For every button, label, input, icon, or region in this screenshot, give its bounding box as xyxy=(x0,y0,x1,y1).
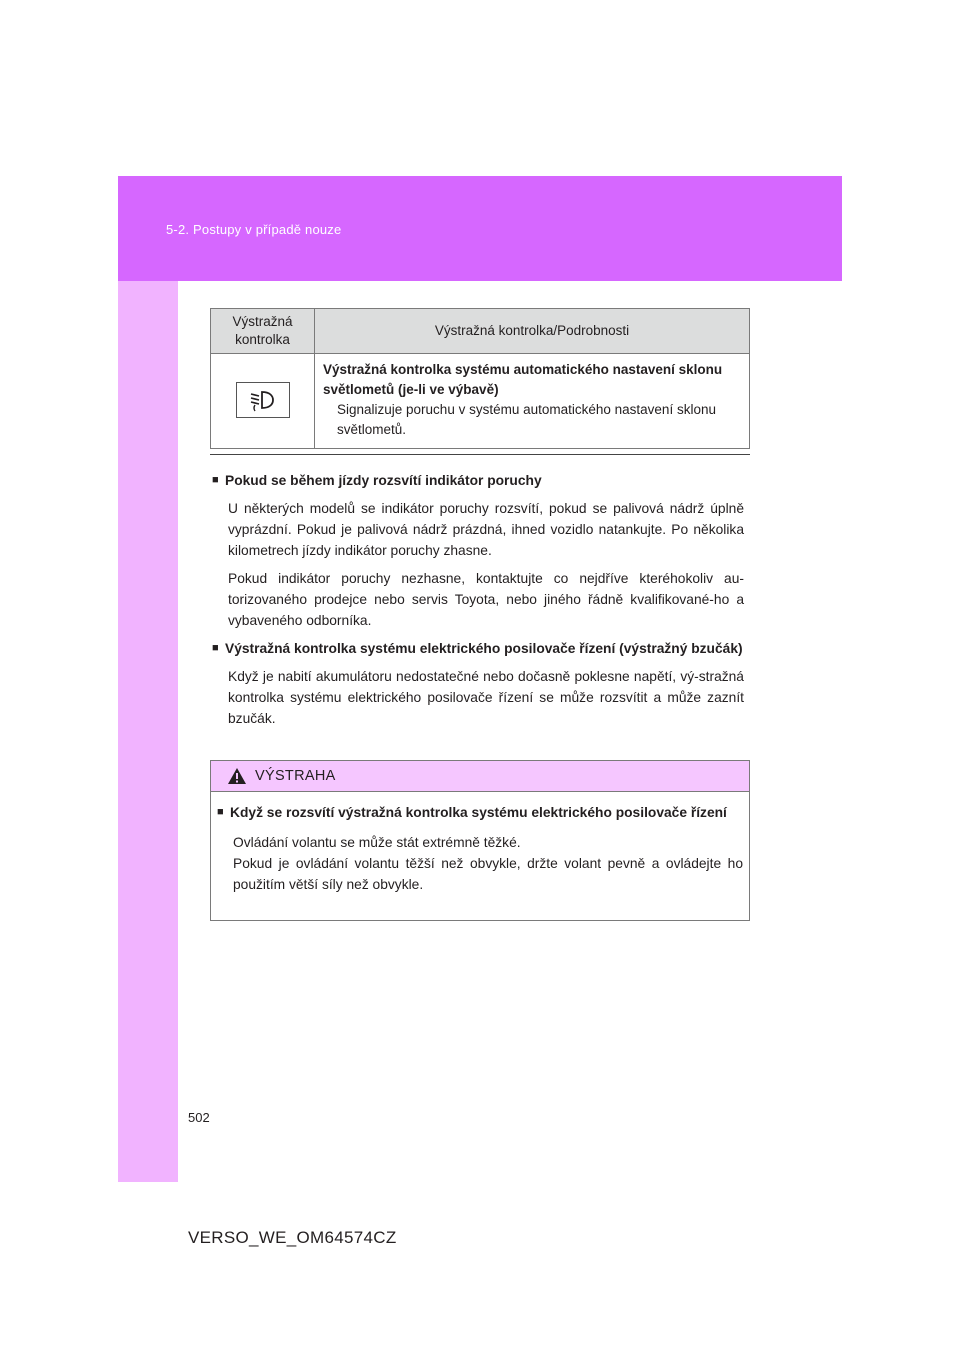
table-header-row xyxy=(211,309,750,354)
section-title xyxy=(212,470,744,491)
table-cell-icon xyxy=(211,354,315,449)
section-header: 5-2. Postupy v případě nouze xyxy=(166,222,342,237)
warning-box-body xyxy=(211,792,749,895)
paragraph: Pokud indikátor poruchy nezhasne, kontaktujte co nejdříve kteréhokoliv au-torizovaného prodejce nebo servis Toyota, nebo jiného řádně kvalifikované-ho a vybaveného odborníka. xyxy=(228,571,744,628)
side-band xyxy=(118,281,178,1182)
warning-title xyxy=(217,802,743,823)
warning-line: Pokud je ovládání volantu těžší než obvykle, držte volant pevně a ovládejte ho použitím větší síly než obvykle. xyxy=(233,856,743,892)
table-header-icon-column: Výstražná kontrolka xyxy=(211,309,315,354)
section-title-text: Výstražná kontrolka systému elektrického posilovače řízení (výstražný bzučák) xyxy=(225,641,743,656)
square-bullet-icon: ■ xyxy=(217,806,224,818)
footer-document-code: VERSO_WE_OM64574CZ xyxy=(188,1228,397,1247)
main-content xyxy=(212,470,744,736)
section-eps-warning xyxy=(212,638,744,729)
section-malfunction-indicator xyxy=(212,470,744,631)
warning-paragraph xyxy=(233,832,743,895)
warning-label: VÝSTRAHA xyxy=(255,768,336,784)
table-row xyxy=(211,354,750,449)
table-row-title: Výstražná kontrolka systému automatického nastavení sklonu světlometů (je-li ve výbavě) xyxy=(323,362,723,397)
headlight-leveling-icon xyxy=(236,382,290,418)
warning-box xyxy=(210,760,750,921)
warning-box-header xyxy=(211,761,749,792)
warning-title-text: Když se rozsvítí výstražná kontrolka systému elektrického posilovače řízení xyxy=(230,805,727,820)
table-row-description: Signalizuje poruchu v systému automatického nastavení sklonu světlometů. xyxy=(337,402,716,437)
page-number: 502 xyxy=(188,1110,210,1125)
warning-triangle-icon xyxy=(227,767,247,785)
table-cell-details xyxy=(315,354,750,449)
square-bullet-icon: ■ xyxy=(212,642,219,654)
section-divider xyxy=(210,454,750,455)
warning-lights-table xyxy=(210,308,750,449)
section-title-text: Pokud se během jízdy rozsvítí indikátor poruchy xyxy=(225,473,542,488)
paragraph: Když je nabití akumulátoru nedostatečné nebo dočasně poklesne napětí, vý-stražná kontrolka systému elektrického posilovače řízení se může rozsvítit a může zaznít bzučák. xyxy=(228,669,744,726)
warning-line: Ovládání volantu se může stát extrémně těžké. xyxy=(233,835,521,850)
square-bullet-icon: ■ xyxy=(212,474,219,486)
paragraph: U některých modelů se indikátor poruchy rozsvítí, pokud se palivová nádrž úplně vyprázdní. Pokud je palivová nádrž prázdná, ihned vozidlo natankujte. Po několika kilometrech jízdy indikátor poruchy zhasne. xyxy=(228,501,744,558)
table-header-details-column: Výstražná kontrolka/Podrobnosti xyxy=(315,309,750,354)
section-title xyxy=(212,638,744,659)
